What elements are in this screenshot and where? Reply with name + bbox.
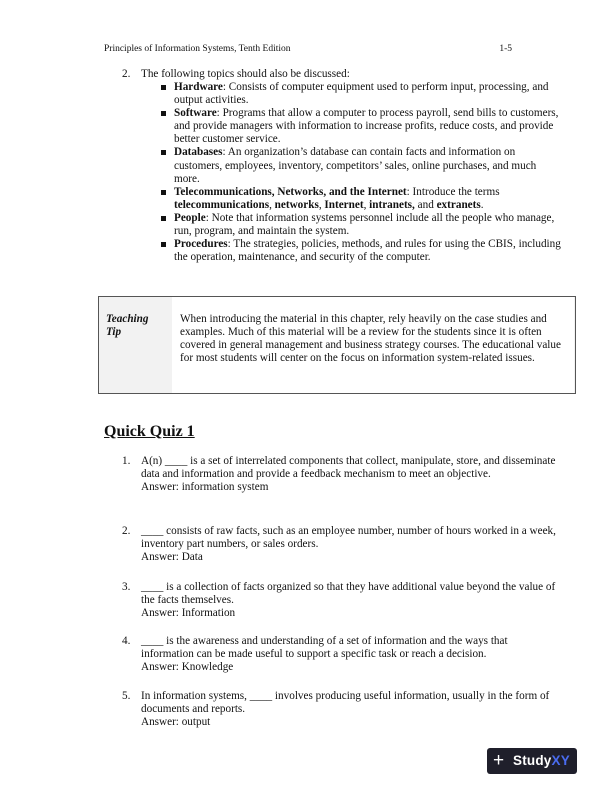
teaching-tip-box [98, 296, 576, 394]
topic-text: : Consists of computer equipment used to perform input, processing, and output activities. [174, 81, 549, 107]
question-answer: Answer: Information [141, 607, 236, 620]
square-bullet-icon [161, 242, 166, 247]
topic-term: Telecommunications, Networks, and the Internet [174, 185, 407, 198]
logo-wordmark [513, 753, 570, 768]
list-lead-text: The following topics should also be discussed: [141, 68, 350, 80]
square-bullet-icon [161, 85, 166, 90]
separator: , [269, 198, 275, 211]
separator: , [363, 198, 370, 211]
studyxy-logo [487, 748, 577, 774]
topic-people [161, 212, 561, 238]
question-answer: Answer: output [141, 716, 211, 729]
term-extranets: extranets [436, 198, 481, 211]
question-text: ____ is a collection of facts organized so that they have additional value beyond the value of the facts themselves. [141, 581, 556, 607]
page-number: 1-5 [499, 44, 512, 54]
term-networks: networks [274, 198, 319, 211]
square-bullet-icon [161, 190, 166, 195]
square-bullet-icon [161, 150, 166, 155]
term-internet: Internet [324, 198, 364, 211]
topic-term: Databases [174, 146, 223, 159]
separator: and [414, 198, 437, 211]
topic-procedures [161, 238, 561, 264]
topic-term: Procedures [174, 238, 228, 251]
list-item-2 [122, 68, 562, 81]
topic-text: : An organization’s database can contain facts and information on customers, employees, inventory, competitors’ sales, online purchases, and much more. [174, 146, 537, 185]
quiz-question-5 [122, 690, 562, 729]
question-answer: Answer: information system [141, 481, 269, 494]
separator: , [318, 198, 325, 211]
term-intranets: intranets, [369, 198, 415, 211]
topic-text: : Programs that allow a computer to process payroll, send bills to customers, and provide managers with information to increase profits, reduce costs, and provide better customer service. [174, 107, 559, 146]
square-bullet-icon [161, 111, 166, 116]
teaching-tip-content-cell [172, 297, 574, 393]
question-number: 4. [122, 635, 131, 647]
topic-software [161, 107, 561, 146]
quiz-question-4 [122, 635, 562, 674]
question-text: A(n) ____ is a set of interrelated components that collect, manipulate, store, and disseminate data and information and provide a feedback mechanism to meet an objective. [141, 455, 556, 481]
question-text: ____ consists of raw facts, such as an employee number, number of hours worked in a week, inventory part numbers, or sales orders. [141, 525, 556, 551]
quiz-question-2 [122, 525, 562, 564]
question-text: In information systems, ____ involves producing useful information, usually in the form of documents and reports. [141, 690, 550, 716]
question-text: ____ is the awareness and understanding of a set of information and the ways that information can be made useful to support a specific task or reach a decision. [141, 635, 508, 661]
topic-hardware [161, 81, 561, 107]
topic-databases [161, 146, 561, 185]
list-number: 2. [122, 68, 131, 80]
quiz-question-1 [122, 455, 562, 494]
teaching-tip-label: Teaching Tip [106, 313, 149, 339]
teaching-tip-label-cell [99, 297, 173, 393]
quiz-question-3 [122, 581, 562, 620]
teaching-tip-text: When introducing the material in this chapter, rely heavily on the case studies and examples. Much of this material will be a review for the students since it is often covered in general management and business strategy courses. The educational value for most students will center on the focus on information system-related issues. [180, 313, 561, 365]
running-header-title: Principles of Information Systems, Tenth Edition [104, 44, 291, 54]
question-answer: Answer: Data [141, 551, 203, 564]
quiz-title: Quick Quiz 1 [104, 423, 195, 440]
plus-icon: + [493, 750, 505, 771]
topic-term: Hardware [174, 81, 223, 93]
question-number: 5. [122, 690, 131, 702]
term-telecommunications: telecommunications [174, 198, 270, 211]
question-number: 3. [122, 581, 131, 593]
logo-wordmark-study: Study [513, 753, 552, 768]
topic-text: : Note that information systems personnel include all the people who manage, run, program, and maintain the system. [174, 211, 555, 238]
topic-term: People [174, 211, 206, 224]
topic-text: : The strategies, policies, methods, and rules for using the CBIS, including the operation, maintenance, and security of the computer. [174, 238, 561, 264]
square-bullet-icon [161, 216, 166, 221]
topics-list [161, 81, 561, 264]
question-number: 2. [122, 525, 131, 537]
logo-wordmark-xy: XY [551, 753, 570, 768]
question-answer: Answer: Knowledge [141, 661, 234, 674]
topic-term: Software [174, 107, 217, 120]
topic-telecommunications [161, 186, 561, 212]
topic-text: : Introduce the terms [406, 185, 500, 198]
question-number: 1. [122, 455, 131, 467]
separator: . [480, 198, 484, 211]
